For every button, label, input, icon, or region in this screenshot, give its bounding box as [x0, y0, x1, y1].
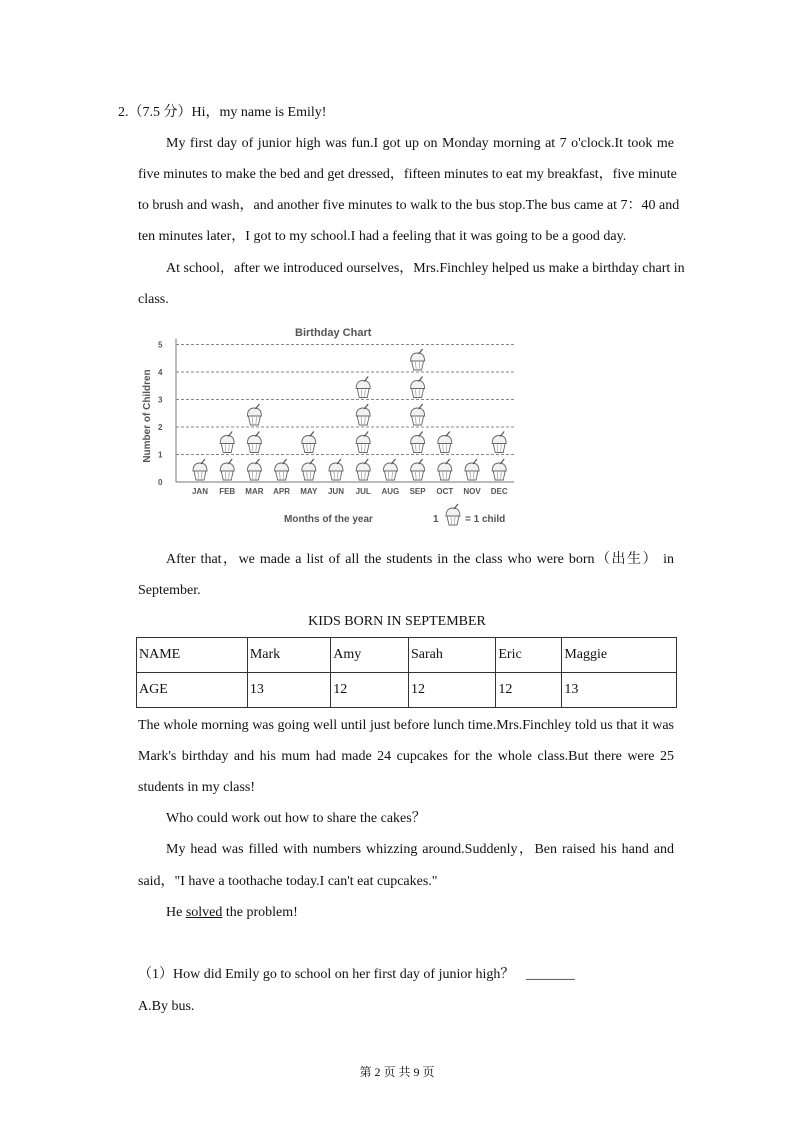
key-cupcake-icon — [446, 504, 460, 525]
q1-line — [138, 966, 575, 984]
cupcake-icon — [302, 432, 316, 453]
y-tick-label: 0 — [158, 478, 163, 487]
paragraph-1-line-3: to brush and wash，and another five minutes to walk to the bus stop.The bus came at 7：40 and — [138, 198, 680, 213]
paragraph-1-line-2: five minutes to make the bed and get dressed，fifteen minutes to eat my breakfast，five minute — [138, 167, 677, 182]
cupcake-icon — [411, 404, 425, 425]
paragraph-4-line-1: The whole morning was going well until just before lunch time.Mrs.Finchley told us that it was — [138, 718, 674, 733]
table-cell: 12 — [496, 673, 562, 708]
x-tick-label: MAY — [300, 487, 318, 496]
y-axis-label: Number of Children — [142, 369, 153, 463]
chart-title: Birthday Chart — [295, 327, 372, 339]
cupcake-icon — [220, 432, 234, 453]
table-cell: Amy — [331, 638, 409, 673]
cupcake-icon — [247, 432, 261, 453]
paragraph-1-line-4: ten minutes later，I got to my school.I had a feeling that it was going to be a good day. — [138, 229, 627, 244]
paragraph-6-line-2: said，"I have a toothache today.I can't eat cupcakes." — [138, 874, 438, 889]
question-header — [118, 104, 326, 122]
cupcake-icon — [220, 459, 234, 480]
x-tick-label: JUN — [327, 487, 345, 496]
cupcake-icon — [329, 459, 343, 480]
paragraph-3-line-1: After that，we made a list of all the students in the class who were born（出生） in — [166, 552, 674, 567]
x-tick-label: SEP — [409, 487, 426, 496]
paragraph-4-line-3: students in my class! — [138, 780, 256, 795]
table-cell: NAME — [137, 638, 248, 673]
table-cell: Eric — [496, 638, 562, 673]
paragraph-2-line-2: class. — [138, 292, 169, 307]
cupcake-icon — [383, 459, 397, 480]
solved-word: solved — [185, 905, 223, 920]
question-intro: Hi，my name is Emily! — [191, 105, 327, 120]
table-cell: Mark — [247, 638, 330, 673]
cupcake-icon — [492, 459, 506, 480]
table-cell: 13 — [247, 673, 330, 708]
cupcake-icon — [356, 459, 370, 480]
x-tick-label: MAR — [245, 487, 264, 496]
paragraph-5: Who could work out how to share the cakes？ — [166, 811, 426, 826]
kids-table — [136, 637, 677, 708]
table-cell: 12 — [408, 673, 495, 708]
q1-text: （1）How did Emily go to school on her first day of junior high？ — [138, 967, 515, 982]
x-axis-label: Months of the year — [284, 514, 373, 525]
cupcake-icon — [411, 432, 425, 453]
table-cell: AGE — [137, 673, 248, 708]
cupcake-icon — [411, 459, 425, 480]
table-cell: 12 — [331, 673, 409, 708]
table-cell: 13 — [562, 673, 677, 708]
paragraph-1-line-1: My first day of junior high was fun.I got up on Monday morning at 7 o'clock.It took me — [166, 136, 674, 151]
paragraph-6-line-1: My head was filled with numbers whizzing around.Suddenly，Ben raised his hand and — [166, 842, 674, 857]
table-title: KIDS BORN IN SEPTEMBER — [308, 614, 486, 629]
cupcake-icon — [492, 432, 506, 453]
table-cell: Maggie — [562, 638, 677, 673]
x-tick-label: DEC — [490, 487, 508, 496]
x-tick-label: NOV — [463, 487, 481, 496]
x-tick-label: FEB — [219, 487, 236, 496]
table-row — [137, 638, 677, 673]
key-label: = 1 child — [465, 514, 506, 525]
cupcake-icon — [356, 377, 370, 398]
cupcake-icon — [193, 459, 207, 480]
paragraph-7 — [166, 904, 298, 922]
cupcake-icon — [356, 404, 370, 425]
page-footer: 第 2 页 共 9 页 — [359, 1065, 435, 1079]
y-tick-label: 5 — [158, 340, 163, 350]
cupcake-icon — [465, 459, 479, 480]
paragraph-3-line-2: September. — [138, 583, 201, 598]
y-tick-label: 4 — [158, 368, 163, 377]
paragraph-2-line-1: At school，after we introduced ourselves，Mrs.Finchley helped us make a birthday chart in — [166, 261, 685, 276]
paragraph-4-line-2: Mark's birthday and his mum had made 24 cupcakes for the whole class.But there were 25 — [138, 749, 674, 764]
table-row — [137, 673, 677, 708]
table-cell: Sarah — [408, 638, 495, 673]
cupcake-icon — [302, 459, 316, 480]
x-tick-label: JAN — [191, 487, 209, 496]
cupcake-icon — [438, 459, 452, 480]
cupcake-icon — [275, 459, 289, 480]
key-number: 1 — [433, 514, 439, 525]
cupcake-icon — [247, 459, 261, 480]
y-tick-label: 1 — [158, 450, 163, 460]
q1-option-a[interactable]: A.By bus. — [138, 999, 195, 1014]
x-tick-label: OCT — [436, 487, 454, 496]
x-tick-label: APR — [273, 487, 291, 496]
paragraph-7-post: the problem! — [222, 905, 298, 920]
q1-answer-blank[interactable]: _______ — [525, 967, 575, 982]
y-tick-label: 3 — [158, 395, 163, 405]
paragraph-7-pre: He — [166, 905, 186, 920]
x-tick-label: JUL — [355, 487, 371, 496]
question-number-score: 2.（7.5 分） — [118, 105, 192, 120]
cupcake-icon — [411, 377, 425, 398]
x-tick-label: AUG — [381, 487, 400, 496]
cupcake-icon — [411, 349, 425, 370]
cupcake-icon — [356, 432, 370, 453]
birthday-chart — [138, 320, 518, 530]
cupcake-icon — [438, 432, 452, 453]
y-tick-label: 2 — [158, 423, 163, 432]
cupcake-icon — [247, 404, 261, 425]
